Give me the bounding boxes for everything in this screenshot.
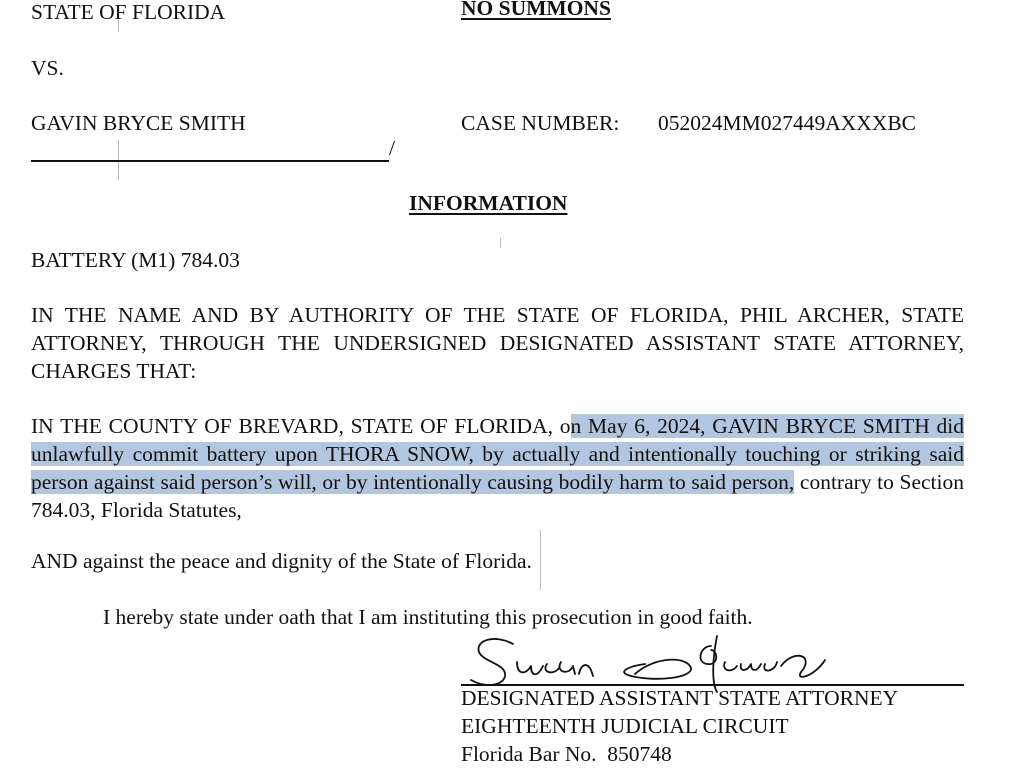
scan-mark (500, 238, 501, 248)
scan-mark (540, 530, 541, 590)
authority-paragraph: IN THE NAME AND BY AUTHORITY OF THE STATE OF FLORIDA, PHIL ARCHER, STATE ATTORNEY, THROUGH THE UNDERSIGNED DESIGNATED ASSISTANT STATE ATTORNEY, CHARGES THAT: (31, 303, 964, 383)
case-number-value: 052024MM027449AXXXBC (658, 111, 917, 135)
defendant-name: GAVIN BRYCE SMITH (31, 111, 246, 135)
signer-title: DESIGNATED ASSISTANT STATE ATTORNEY (461, 686, 899, 710)
charge-line: BATTERY (M1) 784.03 (31, 248, 240, 272)
oath-line: I hereby state under oath that I am instituting this prosecution in good faith. (103, 605, 753, 629)
signature-block (461, 684, 898, 768)
peace-line: AND against the peace and dignity of the State of Florida. (31, 549, 532, 573)
no-summons-heading: NO SUMMONS (461, 0, 611, 20)
count-text-post: contrary to Section 784.03, Florida Statutes, (31, 470, 964, 522)
count-text-pre: IN THE COUNTY OF BREVARD, STATE OF FLORIDA, o (31, 414, 571, 438)
count-text-highlighted: n May 6, 2024, GAVIN BRYCE SMITH did unlawfully commit battery upon THORA SNOW, by actually and intentionally touching or striking said person against said person’s will, or by intentionally causing bodily harm to said person, (31, 414, 964, 494)
count-paragraph (31, 412, 964, 524)
case-number-label: CASE NUMBER: (461, 111, 620, 135)
document-title: INFORMATION (409, 191, 568, 215)
caption-slash: / (389, 136, 395, 160)
florida-bar-number: Florida Bar No. 850748 (461, 742, 672, 766)
state-caption: STATE OF FLORIDA (31, 0, 226, 24)
caption-rule (31, 160, 389, 162)
judicial-circuit: EIGHTEENTH JUDICIAL CIRCUIT (461, 714, 789, 738)
vs-caption: VS. (31, 56, 64, 80)
